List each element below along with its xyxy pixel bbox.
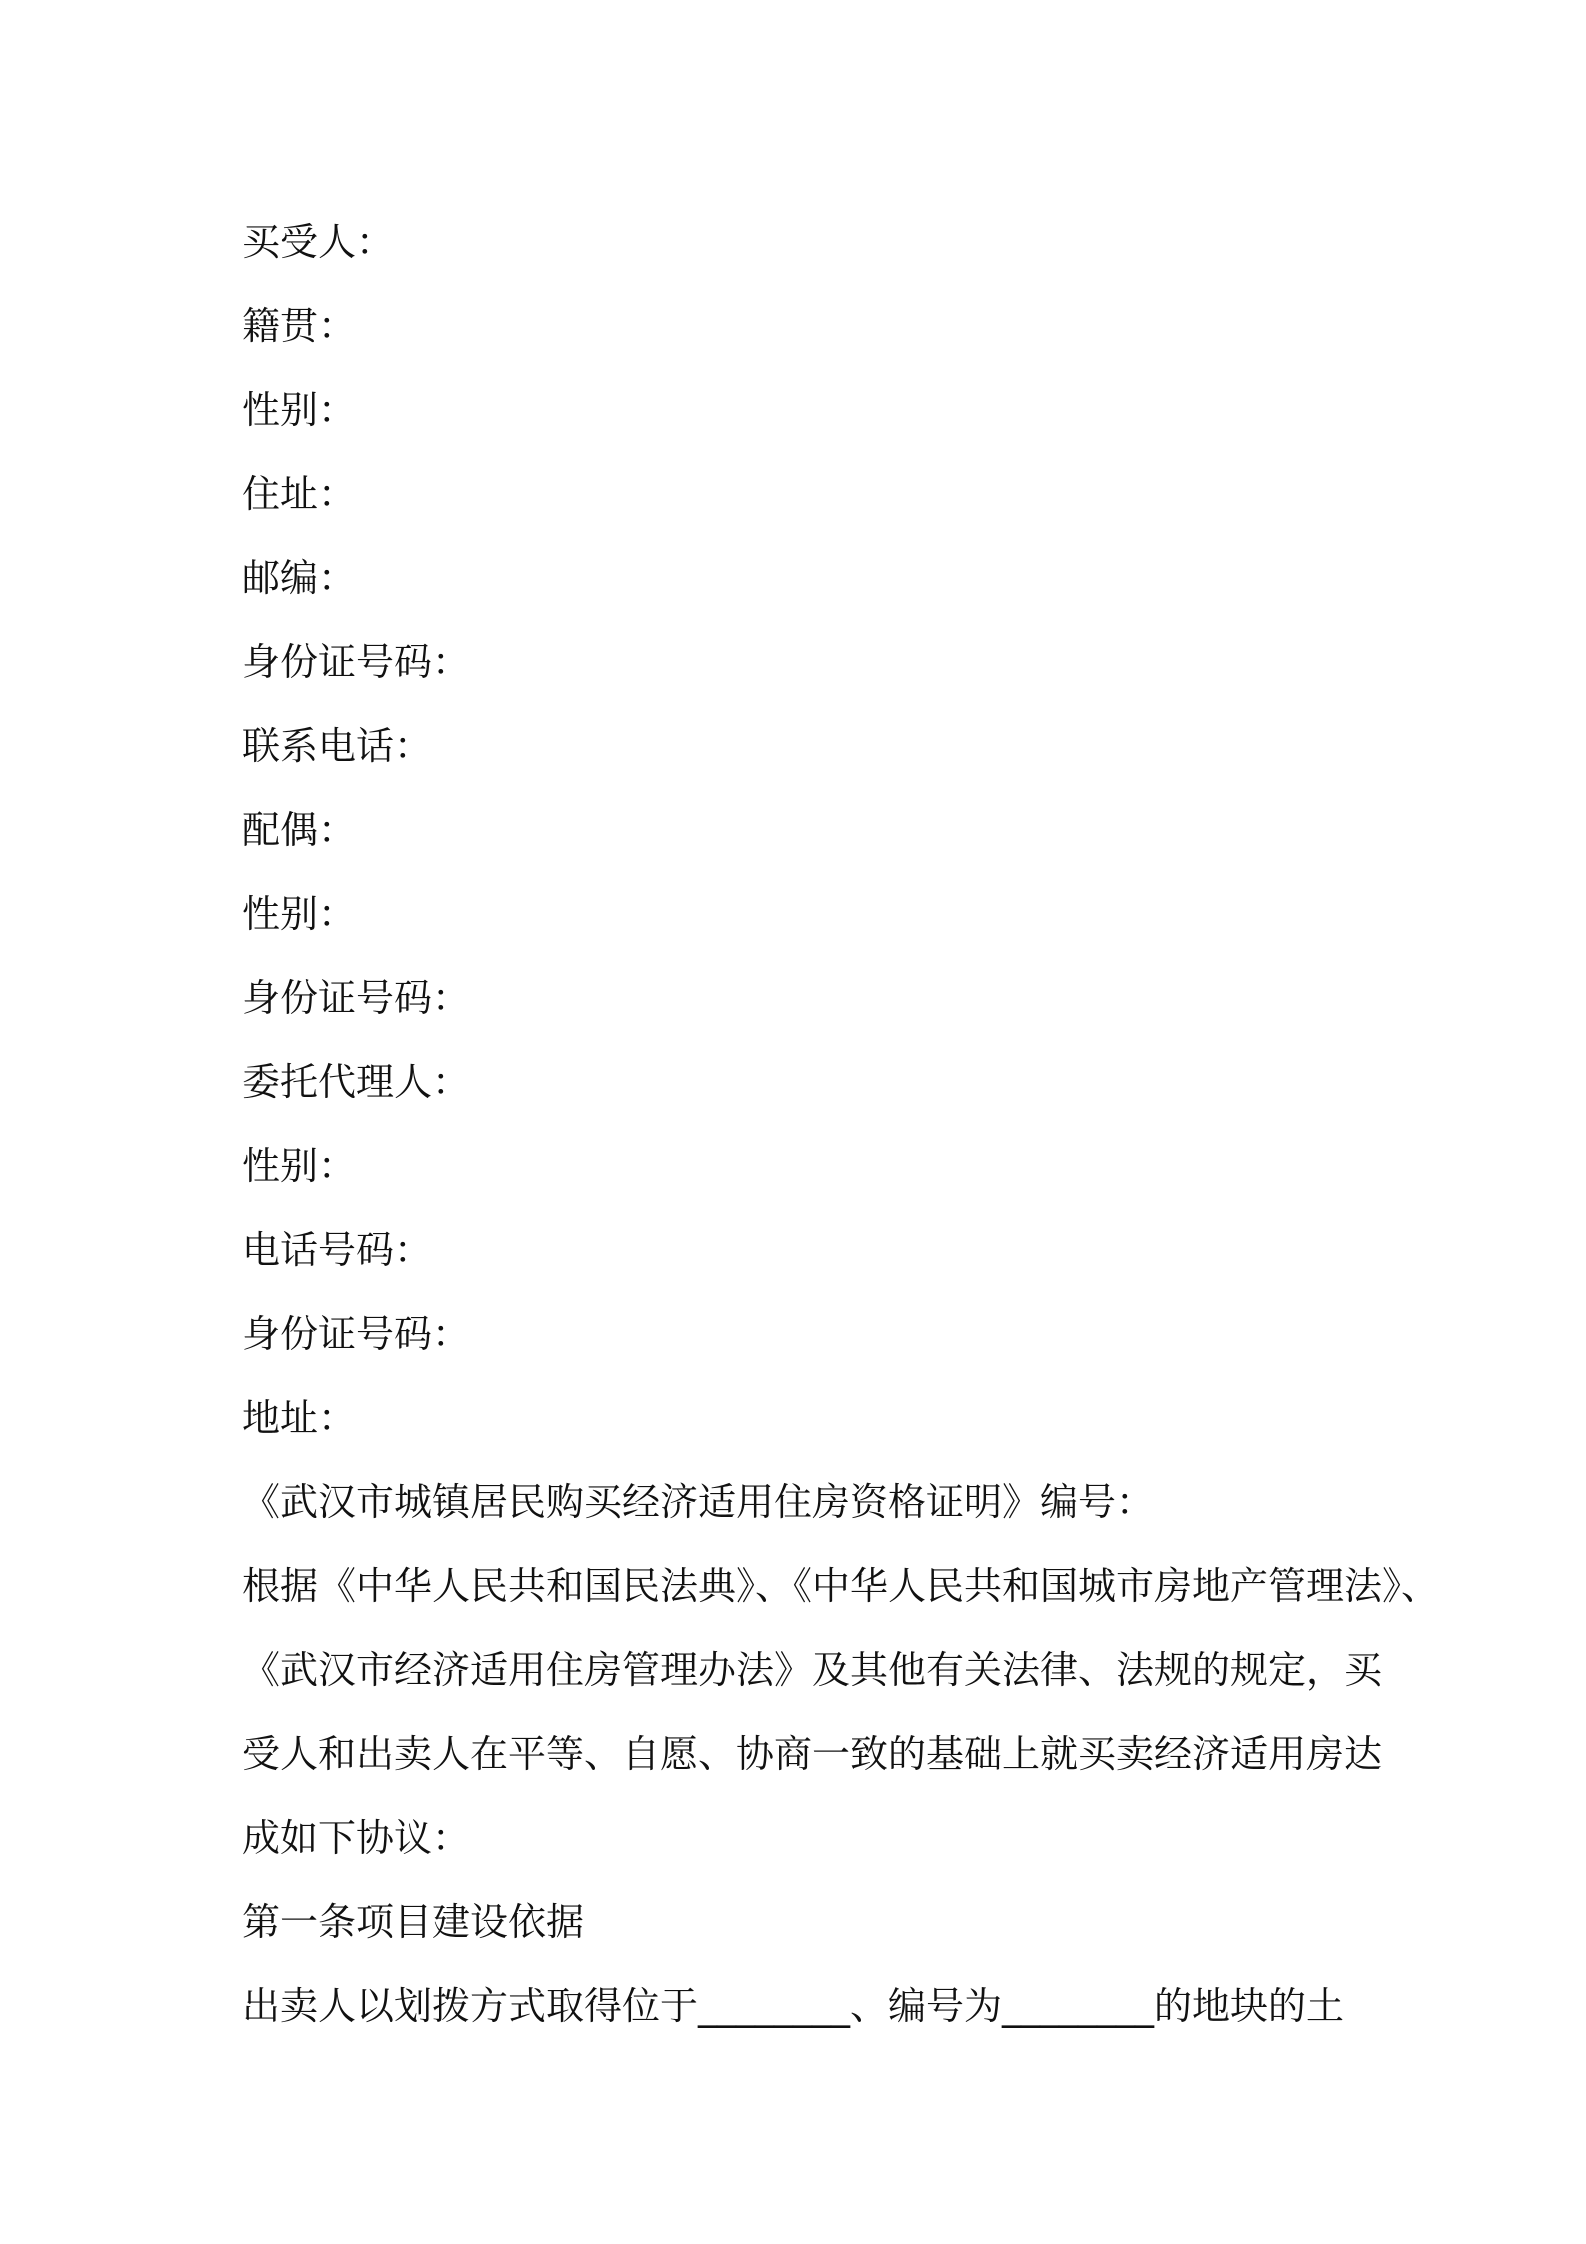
field-agent: 委托代理人： (242, 1060, 471, 1104)
document-page (242, 200, 1440, 2048)
article-line: 出卖人以划拨方式取得位于________、编号为________的地块的土 (242, 1984, 1345, 2028)
preamble-paragraph (242, 1544, 1440, 1880)
field-buyer: 买受人： (242, 220, 395, 264)
preamble-line: 成如下协议： (242, 1816, 471, 1860)
preamble-line: 《武汉市经济适用住房管理办法》及其他有关法律、法规的规定，买 (242, 1648, 1383, 1692)
field-gender: 性别： (242, 388, 357, 432)
field-agent-phone: 电话号码： (242, 1228, 433, 1272)
field-postcode: 邮编： (242, 556, 357, 600)
preamble-line: 受人和出卖人在平等、自愿、协商一致的基础上就买卖经济适用房达 (242, 1732, 1383, 1776)
field-certificate-number: 《武汉市城镇居民购买经济适用住房资格证明》编号： (242, 1480, 1155, 1524)
article-paragraph (242, 1964, 1362, 2048)
preamble-line: 根据《中华人民共和国民法典》、《中华人民共和国城市房地产管理法》、 (242, 1564, 1440, 1608)
article-title: 第一条项目建设依据 (242, 1900, 585, 1944)
field-id-number: 身份证号码： (242, 640, 471, 684)
field-spouse-id-number: 身份证号码： (242, 976, 471, 1020)
field-address: 住址： (242, 472, 357, 516)
field-agent-gender: 性别： (242, 1144, 357, 1188)
field-spouse-gender: 性别： (242, 892, 357, 936)
field-agent-id-number: 身份证号码： (242, 1312, 471, 1356)
field-spouse: 配偶： (242, 808, 357, 852)
field-native-place: 籍贯： (242, 304, 357, 348)
field-agent-address: 地址： (242, 1396, 357, 1440)
field-phone: 联系电话： (242, 724, 433, 768)
